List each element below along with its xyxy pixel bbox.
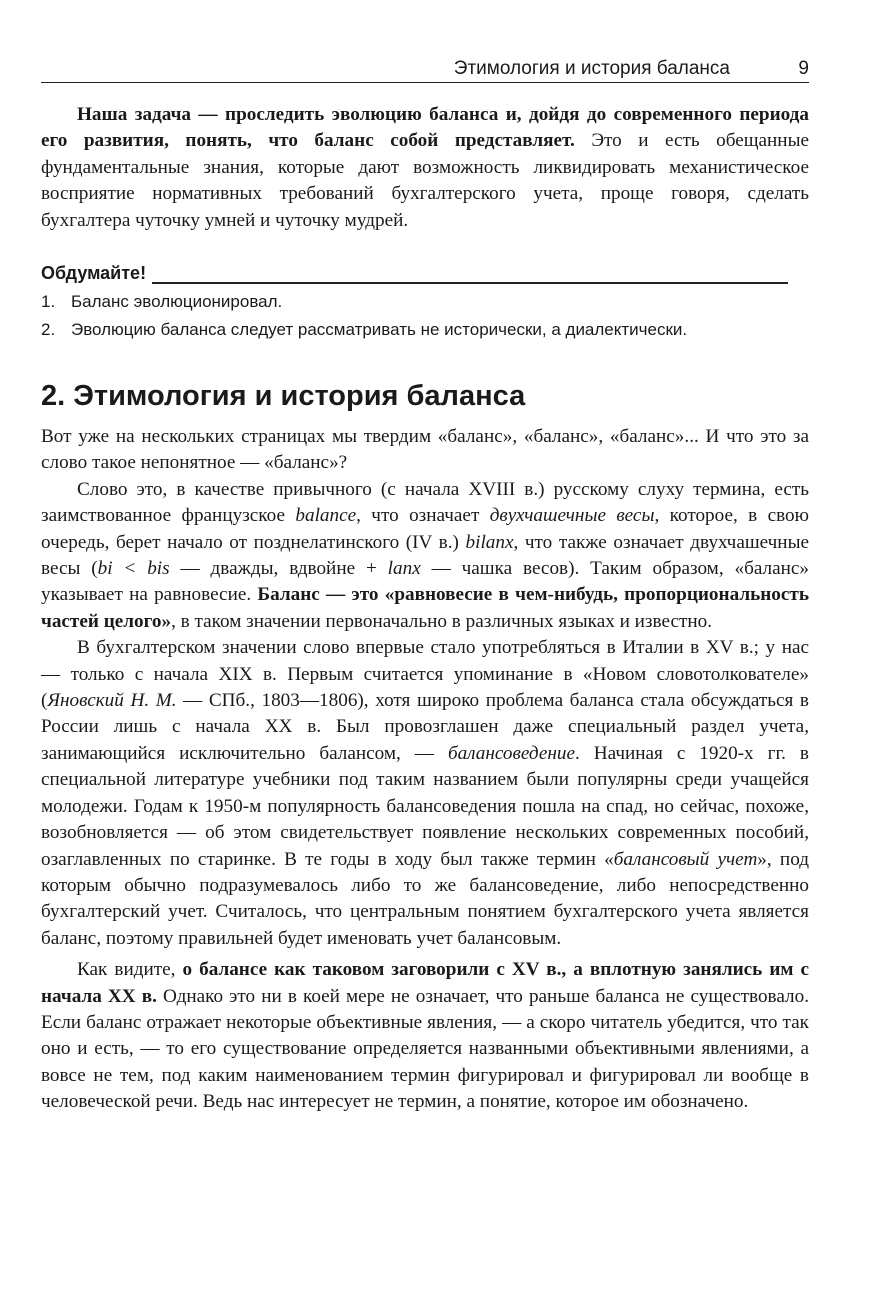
term-lanx: lanx: [387, 558, 421, 580]
think-box: [41, 256, 809, 344]
term-bilanx: bilanx: [465, 531, 514, 553]
list-item-text: Эволюцию баланса следует рассматривать не исторически, а диалектически.: [71, 320, 688, 339]
list-item-number: 1.: [41, 292, 56, 311]
term-two-pan-scales: двухчашечные весы: [489, 505, 655, 527]
term-bi-bis: bi < bis: [97, 558, 170, 580]
paragraph-3: В бухгалтерском значении слово впервые стало употребляться в Италии в XV в.; у нас — только с начала XIX в. Первым считается упоминание в «Новом словотолкователе» (Яновский Н. М. — СПб., 1803—1806), хотя широко проблема баланса стала обсуждаться в России лишь с начала XX в. Был провозглашен даже специальный раздел учета, занимающийся исключительно балансом, — балансоведение. Начиная с 1920-х гг. в специальной литературе учебники под таким названием были популярны среди учащейся молодежи. Годам к 1950-м популярность балансоведения пошла на спад, но сейчас, похоже, возобновляется — об этом свидетельствует появление нескольких современных пособий, озаглавленных по старинке. В те годы в ходу был также термин «балансовый учет», под которым обычно подразумевалось либо то же балансоведение, либо непосредственно бухгалтерский учет. Считалось, что центральным понятием бухгалтерского учета является баланс, поэтому правильней будет именовать учет балансовым.: [41, 637, 809, 949]
list-item-number: 2.: [41, 320, 56, 339]
running-header-title: Этимология и история баланса: [453, 58, 730, 79]
intro-bold-text: Наша задача — проследить эволюцию баланса и, дойдя до современного периода его развития, понять, что баланс собой представляет.: [41, 104, 809, 152]
intro-text: Это и есть обещанные фундаментальные знания, которые дают возможность ликвидировать механистическое восприятие нормативных требований бухгалтерского учета, проще говоря, сделать бухгалтера чуточку умней и чуточку мудрей.: [41, 130, 809, 231]
section-title: 2. Этимология и история баланса: [41, 380, 526, 412]
term-balansovedenie: балансоведение: [447, 742, 575, 764]
intro-paragraph: [41, 102, 809, 234]
paragraph-4: Как видите, о балансе как таковом заговорили с XV в., а вплотную занялись им с начала XX в. Однако это ни в коей мере не означает, что раньше баланса не существовало. Если баланс отражает некоторые объективные явления, — а скоро читатель убедится, что так оно и есть, — то его существование определяется названными объективными явлениями, а вовсе не тем, под каким наименованием термин фигурировал и фигурировал ли вообще в человеческой речи. Ведь нас интересует не термин, а понятие, которое им обозначено.: [41, 959, 810, 1113]
running-header: [41, 56, 809, 83]
author-name: Яновский Н. М.: [47, 690, 177, 712]
term-balance-fr: balance: [295, 505, 357, 527]
section-body: [41, 424, 809, 1116]
key-statement-bold: о балансе как таковом заговорили с XV в., а вплотную занялись им с начала XX в.: [41, 959, 809, 1007]
list-item: [41, 316, 809, 344]
think-box-rule: [152, 262, 788, 284]
paragraph-2: Слово это, в качестве привычного (с начала XVIII в.) русскому слуху термина, есть заимствованное французское balance, что означает двухчашечные весы, которое, в свою очередь, берет начало от позднелатинского (IV в.) bilanx, что также означает двухчашечные весы (bi < bis — дважды, вдвойне + lanx — чашка весов). Таким образом, «баланс» указывает на равновесие. Баланс — это «равновесие в чем-нибудь, пропорциональность частей целого», в таком значении первоначально в различных языках и известно.: [41, 478, 809, 632]
definition-bold: Баланс — это «равновесие в чем-нибудь, пропорциональность частей целого»: [41, 584, 809, 632]
think-box-header: [41, 256, 809, 284]
paragraph-1: Вот уже на нескольких страницах мы твердим «баланс», «баланс», «баланс»... И что это за слово такое непонятное — «баланс»?: [41, 426, 809, 474]
list-item-text: Баланс эволюционировал.: [71, 292, 283, 311]
list-item: [41, 288, 809, 316]
page-number: 9: [798, 58, 809, 79]
term-balance-accounting: балансовый учет: [613, 848, 758, 870]
think-box-list: [41, 288, 809, 344]
think-box-title: Обдумайте!: [41, 263, 147, 283]
